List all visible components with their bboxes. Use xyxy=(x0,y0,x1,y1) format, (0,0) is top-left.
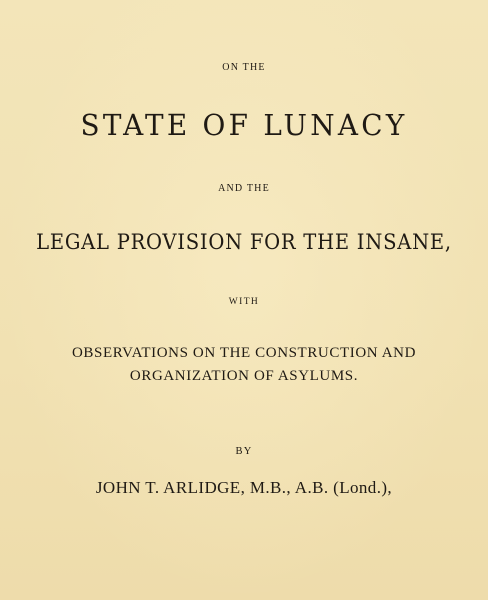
with-text: WITH xyxy=(228,297,260,307)
subtitle: LEGAL PROVISION FOR THE INSANE, xyxy=(36,230,452,254)
observations-line-2: ORGANIZATION OF ASYLUMS. xyxy=(129,368,359,384)
author-line: JOHN T. ARLIDGE, M.B., A.B. (Lond.), xyxy=(95,478,393,497)
observations-line-1: OBSERVATIONS ON THE CONSTRUCTION AND xyxy=(71,345,417,361)
and-the-text: AND THE xyxy=(218,183,270,194)
by-text: BY xyxy=(235,446,253,457)
main-title: STATE OF LUNACY xyxy=(80,108,408,142)
on-the-text: ON THE xyxy=(222,62,266,73)
